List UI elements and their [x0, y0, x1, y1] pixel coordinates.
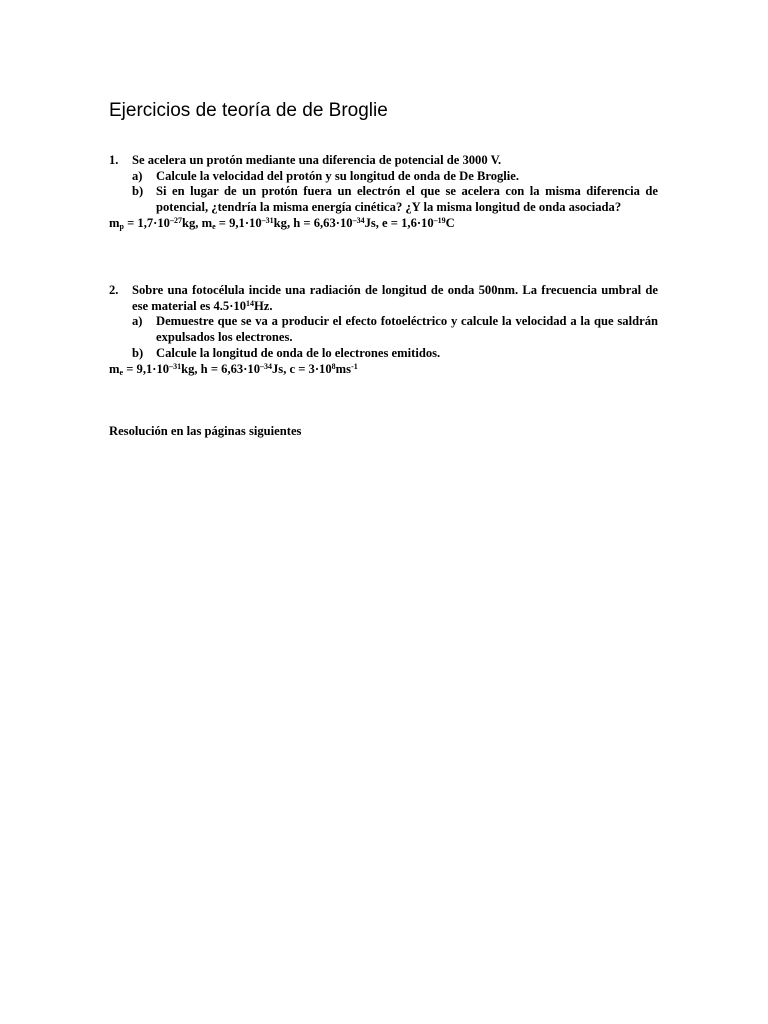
item-text: Calcule la velocidad del protón y su longitud de onda de De Broglie.: [156, 168, 520, 183]
const-unit: kg, m: [181, 215, 213, 230]
exercise-1-statement: [109, 153, 658, 169]
exercise-1-number: 1.: [109, 153, 119, 167]
const-unit: kg, h = 6,63·10: [181, 361, 260, 376]
exercise-2-text-end: Hz.: [254, 298, 273, 313]
const-value: = 1,7·10: [123, 215, 170, 230]
exercise-1-text: Se acelera un protón mediante una diferencia de potencial de 3000 V.: [132, 153, 502, 167]
const-unit: Js, c = 3·10: [272, 361, 332, 376]
item-text: Calcule la longitud de onda de lo electrones emitidos.: [156, 345, 441, 360]
document-title: Ejercicios de teoría de de Broglie: [109, 100, 388, 121]
const-unit: C: [445, 215, 455, 230]
const-exponent: -1: [351, 361, 358, 371]
exercise-2-statement: [109, 283, 658, 314]
exercise-1-constants: [109, 216, 658, 232]
const-value: = 9,1·10: [123, 361, 170, 376]
const-unit: kg, h = 6,63·10: [273, 215, 353, 230]
exercise-2-item-a: [109, 314, 658, 345]
const-exponent: –19: [433, 216, 446, 226]
const-exponent: 8: [331, 361, 336, 371]
item-text: Si en lugar de un protón fuera un electrón el que se acelera con la misma diferencia de potencial, ¿tendría la misma energía cinética? ¿Y la misma longitud de onda asociada?: [156, 184, 658, 215]
const-subscript: p: [119, 221, 124, 231]
exercise-1-items: [109, 169, 658, 216]
item-letter: a): [132, 314, 143, 329]
const-exponent: –27: [169, 216, 182, 226]
exercise-1-item-a: [109, 169, 658, 185]
frequency-exponent: 14: [246, 299, 255, 309]
exercise-1-item-b: [109, 184, 658, 215]
item-letter: b): [132, 184, 144, 199]
item-text: Demuestre que se va a producir el efecto fotoeléctrico y calcule la velocidad a la que saldrán expulsados los electrones.: [156, 314, 658, 345]
const-unit: Js, e = 1,6·10: [364, 215, 434, 230]
const-value: = 9,1·10: [215, 215, 262, 230]
const-exponent: –31: [261, 216, 274, 226]
const-symbol: m: [109, 215, 120, 230]
exercise-1: [109, 153, 658, 232]
const-subscript: e: [212, 221, 216, 231]
exercise-2-item-b: [109, 346, 658, 362]
const-subscript: e: [119, 367, 124, 377]
exercise-2: [109, 283, 658, 377]
item-letter: a): [132, 168, 143, 183]
resolution-note: Resolución en las páginas siguientes: [109, 424, 302, 438]
item-letter: b): [132, 345, 144, 360]
exercise-2-items: [109, 314, 658, 361]
exercise-2-text: Sobre una fotocélula incide una radiación de longitud de onda 500nm. La frecuencia umbral de ese material es 4.5·10: [132, 283, 658, 313]
const-symbol: m: [109, 361, 120, 376]
const-exponent: –34: [260, 361, 272, 371]
exercise-2-number: 2.: [109, 283, 119, 297]
const-exponent: –31: [169, 361, 182, 371]
exercise-2-constants: [109, 362, 658, 378]
const-unit: ms: [335, 361, 352, 376]
const-exponent: –34: [352, 216, 365, 226]
